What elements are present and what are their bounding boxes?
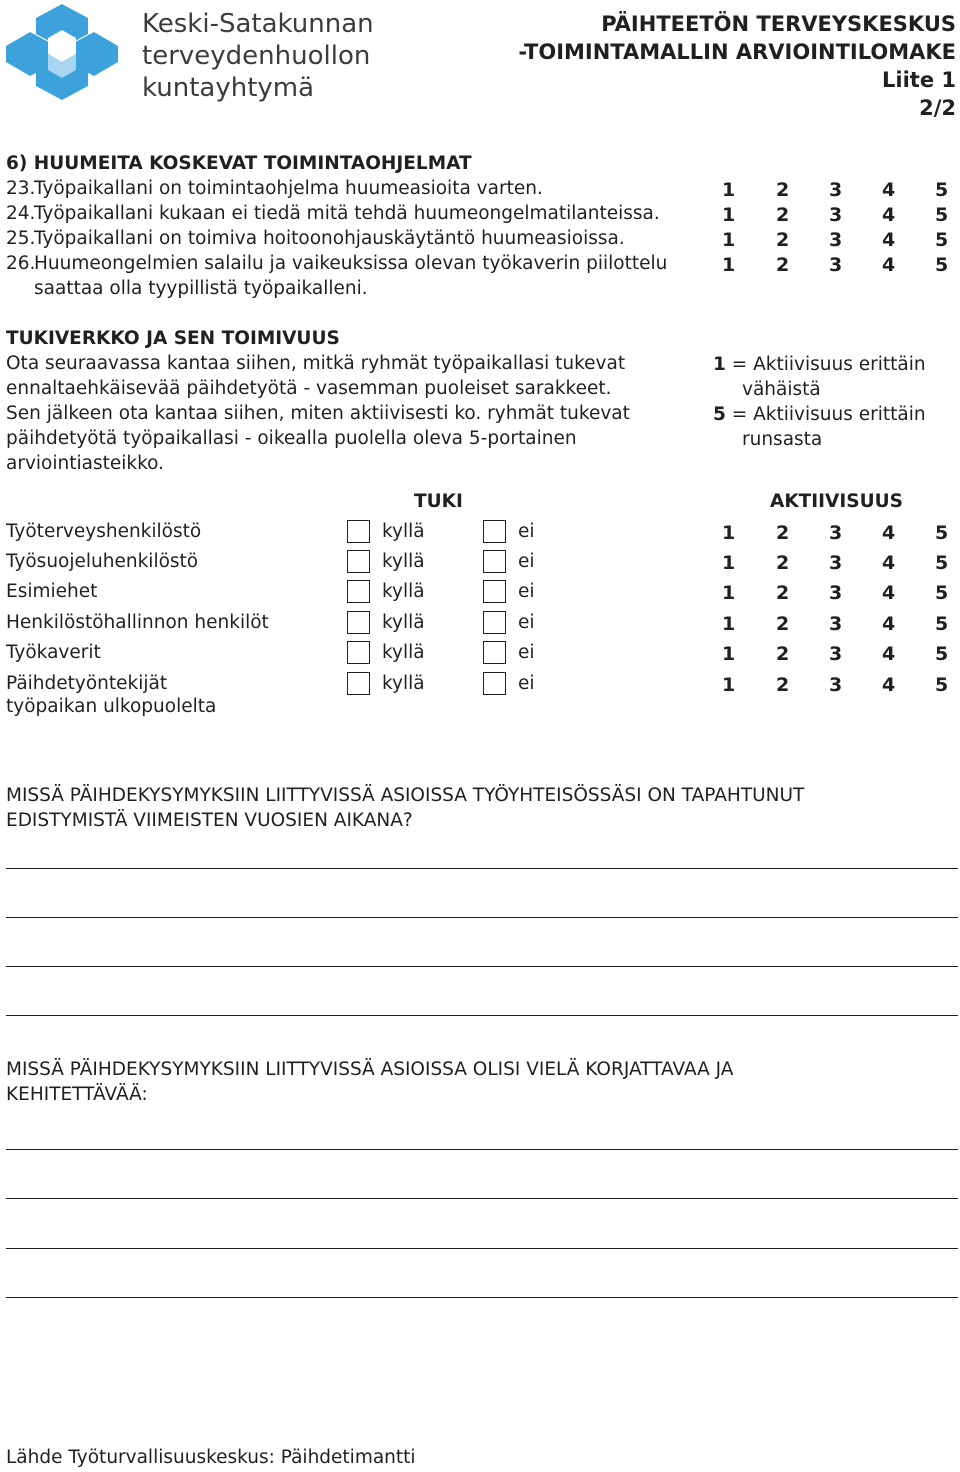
no-checkbox[interactable] (483, 520, 506, 543)
header-title: PÄIHTEETÖN TERVEYSKESKUS (601, 12, 956, 36)
rating-option[interactable]: 4 (882, 582, 896, 604)
answer-line[interactable] (6, 1149, 958, 1150)
no-checkbox[interactable] (483, 672, 506, 695)
rating-option[interactable]: 4 (882, 674, 896, 696)
yes-label: kyllä (382, 673, 425, 694)
rating-option[interactable]: 4 (882, 229, 896, 251)
org-line: kuntayhtymä (142, 73, 315, 103)
table-row-label-continued: työpaikan ulkopuolelta (6, 696, 217, 717)
question-number: 25. (6, 228, 36, 249)
yes-checkbox[interactable] (347, 641, 370, 664)
rating-option[interactable]: 2 (776, 613, 790, 635)
rating-option[interactable]: 1 (722, 613, 736, 635)
rating-option[interactable]: 5 (935, 643, 949, 665)
rating-option[interactable]: 4 (882, 204, 896, 226)
rating-option[interactable]: 1 (722, 522, 736, 544)
rating-option[interactable]: 4 (882, 522, 896, 544)
open-question-1-continued: EDISTYMISTÄ VIIMEISTEN VUOSIEN AIKANA? (6, 810, 413, 831)
instruction-line: päihdetyötä työpaikallasi - oikealla puolella oleva 5-portainen (6, 428, 577, 449)
rating-option[interactable]: 3 (829, 674, 843, 696)
rating-option[interactable]: 2 (776, 552, 790, 574)
open-question-2-continued: KEHITETTÄVÄÄ: (6, 1084, 148, 1105)
rating-option[interactable]: 5 (935, 254, 949, 276)
rating-option[interactable]: 5 (935, 229, 949, 251)
answer-line[interactable] (6, 868, 958, 869)
answer-line[interactable] (6, 1015, 958, 1016)
rating-option[interactable]: 3 (829, 552, 843, 574)
question-text-continued: saattaa olla tyypillistä työpaikalleni. (34, 278, 368, 299)
rating-option[interactable]: 1 (722, 229, 736, 251)
question-number: 23. (6, 178, 36, 199)
question-text: Työpaikallani kukaan ei tiedä mitä tehdä huumeongelmatilanteissa. (34, 203, 660, 224)
document-header (518, 10, 956, 122)
rating-scale (722, 228, 952, 253)
legend-text-continued: vähäistä (742, 379, 821, 400)
scale-legend-low (713, 352, 926, 377)
yes-checkbox[interactable] (347, 611, 370, 634)
answer-line[interactable] (6, 966, 958, 967)
rating-option[interactable]: 1 (722, 179, 736, 201)
open-question-2: MISSÄ PÄIHDEKYSYMYKSIIN LIITTYVISSÄ ASIOISSA OLISI VIELÄ KORJATTAVAA JA (6, 1059, 734, 1080)
rating-scale (722, 203, 952, 228)
rating-scale (722, 612, 952, 637)
instruction-line: arviointiasteikko. (6, 453, 164, 474)
rating-option[interactable]: 3 (829, 643, 843, 665)
no-label: ei (518, 642, 535, 663)
header-attachment: Liite 1 (882, 68, 956, 92)
rating-option[interactable]: 3 (829, 522, 843, 544)
question-number: 24. (6, 203, 36, 224)
no-label: ei (518, 521, 535, 542)
rating-option[interactable]: 4 (882, 643, 896, 665)
question-text: Työpaikallani on toimiva hoitoonohjauskäytäntö huumeasioissa. (34, 228, 625, 249)
rating-option[interactable]: 3 (829, 229, 843, 251)
question-number: 26. (6, 253, 36, 274)
rating-scale (722, 642, 952, 667)
rating-option[interactable]: 2 (776, 254, 790, 276)
rating-option[interactable]: 4 (882, 254, 896, 276)
yes-checkbox[interactable] (347, 550, 370, 573)
rating-option[interactable]: 1 (722, 643, 736, 665)
section-title: 6) HUUMEITA KOSKEVAT TOIMINTAOHJELMAT (6, 153, 472, 174)
rating-option[interactable]: 3 (829, 254, 843, 276)
header-page-number: 2/2 (919, 96, 956, 120)
organization-logo (4, 2, 120, 102)
scale-legend-high (713, 402, 926, 427)
org-line: Keski-Satakunnan (142, 9, 374, 39)
no-checkbox[interactable] (483, 550, 506, 573)
no-label: ei (518, 581, 535, 602)
rating-scale (722, 673, 952, 698)
rating-option[interactable]: 5 (935, 582, 949, 604)
yes-label: kyllä (382, 612, 425, 633)
legend-number: 1 (713, 354, 726, 375)
rating-option[interactable]: 5 (935, 552, 949, 574)
table-row-label: Esimiehet (6, 581, 98, 602)
yes-checkbox[interactable] (347, 520, 370, 543)
rating-option[interactable]: 3 (829, 582, 843, 604)
org-line: terveydenhuollon (142, 41, 371, 71)
rating-option[interactable]: 2 (776, 229, 790, 251)
rating-scale (722, 178, 952, 203)
table-row-label: Henkilöstöhallinnon henkilöt (6, 612, 269, 633)
question-item (6, 251, 667, 276)
instruction-line: Ota seuraavassa kantaa siihen, mitkä ryhmät työpaikallasi tukevat (6, 353, 626, 374)
yes-checkbox[interactable] (347, 580, 370, 603)
answer-line[interactable] (6, 1297, 958, 1298)
no-label: ei (518, 612, 535, 633)
yes-label: kyllä (382, 551, 425, 572)
rating-scale (722, 581, 952, 606)
rating-option[interactable]: 5 (935, 613, 949, 635)
no-checkbox[interactable] (483, 580, 506, 603)
rating-option[interactable]: 5 (935, 674, 949, 696)
yes-label: kyllä (382, 521, 425, 542)
no-checkbox[interactable] (483, 611, 506, 634)
rating-option[interactable]: 4 (882, 613, 896, 635)
header-subtitle: -TOIMINTAMALLIN ARVIOINTILOMAKE (518, 40, 956, 64)
question-text: Työpaikallani on toimintaohjelma huumeasioita varten. (34, 178, 543, 199)
question-item (6, 226, 625, 251)
answer-line[interactable] (6, 1198, 958, 1199)
rating-scale (722, 521, 952, 546)
table-row-label: Päihdetyöntekijät (6, 673, 168, 694)
rating-option[interactable]: 2 (776, 582, 790, 604)
rating-option[interactable]: 2 (776, 204, 790, 226)
legend-number: 5 (713, 404, 726, 425)
rating-option[interactable]: 5 (935, 522, 949, 544)
rating-option[interactable]: 1 (722, 582, 736, 604)
question-item (6, 176, 543, 201)
section-title: TUKIVERKKO JA SEN TOIMIVUUS (6, 328, 340, 349)
instruction-line: ennaltaehkäisevää päihdetyötä - vasemman puoleiset sarakkeet. (6, 378, 612, 399)
rating-option[interactable]: 2 (776, 179, 790, 201)
no-checkbox[interactable] (483, 641, 506, 664)
no-label: ei (518, 551, 535, 572)
column-header-aktiivisuus: AKTIIVISUUS (770, 491, 903, 512)
organization-name (142, 8, 374, 104)
rating-option[interactable]: 2 (776, 643, 790, 665)
rating-option[interactable]: 4 (882, 179, 896, 201)
rating-option[interactable]: 5 (935, 179, 949, 201)
yes-label: kyllä (382, 642, 425, 663)
answer-line[interactable] (6, 1248, 958, 1249)
column-header-tuki: TUKI (414, 491, 463, 512)
no-label: ei (518, 673, 535, 694)
legend-text: = Aktiivisuus erittäin (731, 404, 926, 425)
table-row-label: Työterveyshenkilöstö (6, 521, 202, 542)
rating-option[interactable]: 3 (829, 204, 843, 226)
table-row-label: Työsuojeluhenkilöstö (6, 551, 199, 572)
rating-option[interactable]: 1 (722, 254, 736, 276)
rating-option[interactable]: 1 (722, 204, 736, 226)
rating-option[interactable]: 5 (935, 204, 949, 226)
instruction-line: Sen jälkeen ota kantaa siihen, miten aktiivisesti ko. ryhmät tukevat (6, 403, 630, 424)
legend-text-continued: runsasta (742, 429, 823, 450)
rating-option[interactable]: 2 (776, 522, 790, 544)
yes-label: kyllä (382, 581, 425, 602)
rating-scale (722, 551, 952, 576)
question-item (6, 201, 660, 226)
table-row-label: Työkaverit (6, 642, 101, 663)
rating-option[interactable]: 3 (829, 179, 843, 201)
open-question-1: MISSÄ PÄIHDEKYSYMYKSIIN LIITTYVISSÄ ASIOISSA TYÖYHTEISÖSSÄSI ON TAPAHTUNUT (6, 785, 805, 806)
rating-option[interactable]: 1 (722, 552, 736, 574)
rating-option[interactable]: 2 (776, 674, 790, 696)
source-footer: Lähde Työturvallisuuskeskus: Päihdetimantti (6, 1447, 416, 1468)
answer-line[interactable] (6, 917, 958, 918)
rating-option[interactable]: 1 (722, 674, 736, 696)
rating-option[interactable]: 3 (829, 613, 843, 635)
yes-checkbox[interactable] (347, 672, 370, 695)
legend-text: = Aktiivisuus erittäin (731, 354, 926, 375)
question-text: Huumeongelmien salailu ja vaikeuksissa olevan työkaverin piilottelu (34, 253, 668, 274)
rating-option[interactable]: 4 (882, 552, 896, 574)
rating-scale (722, 253, 952, 278)
